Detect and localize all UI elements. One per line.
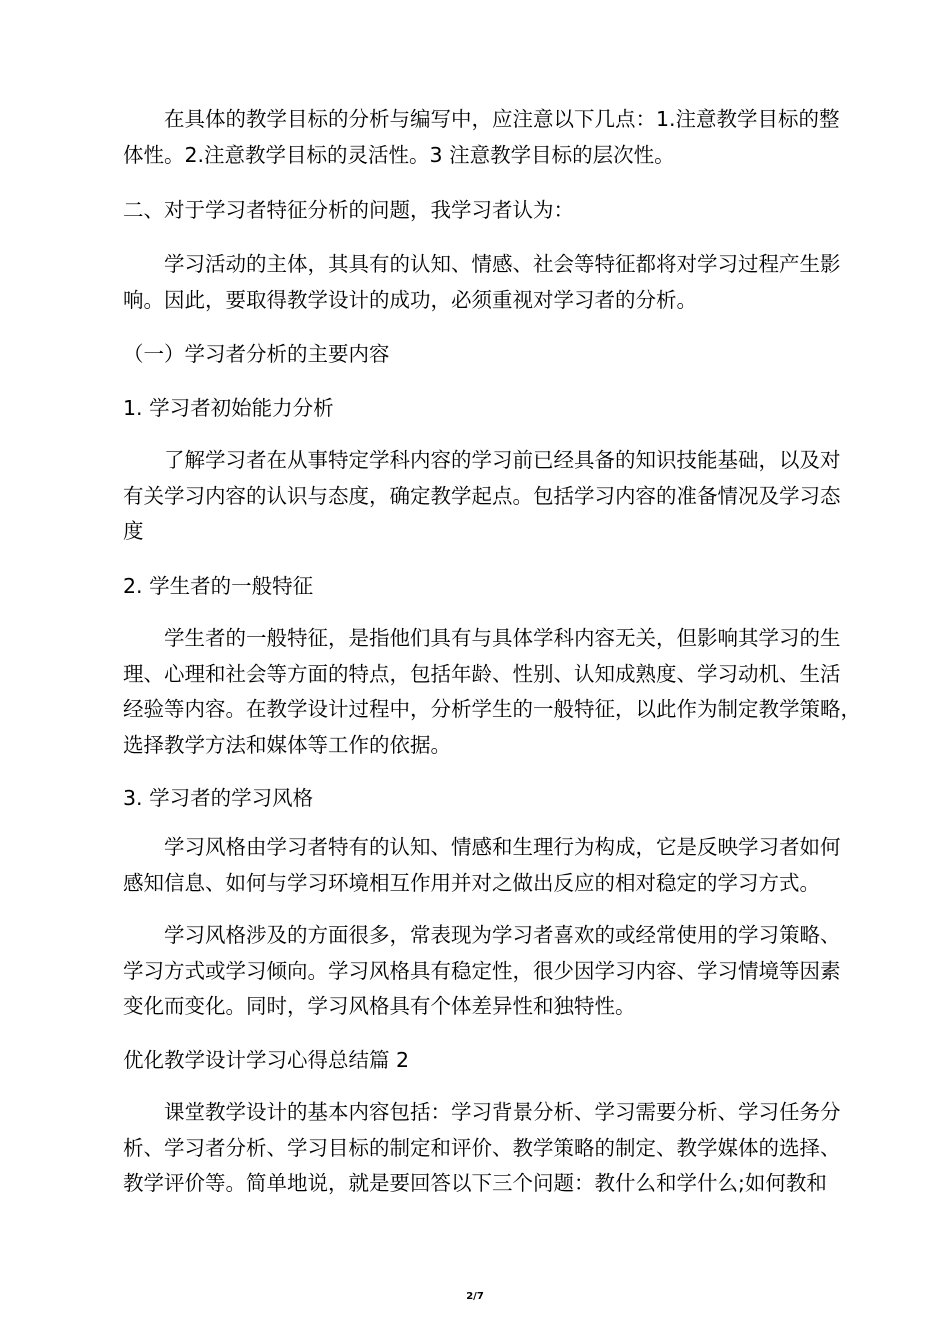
text-line: 度 xyxy=(123,519,144,543)
text-line: 在具体的教学目标的分析与编写中，应注意以下几点：1.注意教学目标的整 xyxy=(164,107,840,131)
text-line: 学习活动的主体，其具有的认知、情感、社会等特征都将对学习过程产生影 xyxy=(164,252,841,276)
text-line: 理、心理和社会等方面的特点，包括年龄、性别、认知成熟度、学习动机、生活 xyxy=(123,661,841,686)
paragraph-teaching-objectives xyxy=(82,102,877,173)
text-line: 课堂教学设计的基本内容包括：学习背景分析、学习需要分析、学习任务分 xyxy=(164,1100,841,1124)
section-heading-learner-features: 二、对于学习者特征分析的问题，我学习者认为： xyxy=(123,198,574,222)
paragraph-general-features xyxy=(82,621,877,763)
text-line: 响。因此，要取得教学设计的成功，必须重视对学习者的分析。 xyxy=(123,287,697,312)
paragraph-learning-subject xyxy=(82,247,877,318)
paragraph-initial-ability xyxy=(82,443,877,550)
item-heading-initial-ability: 1. 学习者初始能力分析 xyxy=(123,396,334,420)
text-line: 学生者的一般特征，是指他们具有与具体学科内容无关，但影响其学习的生 xyxy=(164,626,841,650)
text-line: 感知信息、如何与学习环境相互作用并对之做出反应的相对稳定的学习方式。 xyxy=(123,870,820,895)
text-line: 变化而变化。同时，学习风格具有个体差异性和独特性。 xyxy=(123,994,636,1018)
text-line: 了解学习者在从事特定学科内容的学习前已经具备的知识技能基础，以及对 xyxy=(164,448,841,472)
paragraph-learning-style-aspects xyxy=(82,918,877,1025)
text-line: 析、学习者分析、学习目标的制定和评价、教学策略的制定、教学媒体的选择、 xyxy=(123,1135,841,1160)
item-heading-learning-style: 3. 学习者的学习风格 xyxy=(123,786,314,810)
text-line: 经验等内容。在教学设计过程中，分析学生的一般特征，以此作为制定教学策略， xyxy=(123,697,861,721)
text-line: 学习方式或学习倾向。学习风格具有稳定性，很少因学习内容、学习情境等因素 xyxy=(123,958,841,983)
text-line: 体性。2.注意教学目标的灵活性。3 注意教学目标的层次性。 xyxy=(123,142,675,167)
text-line: 选择教学方法和媒体等工作的依据。 xyxy=(123,732,451,757)
text-line: 学习风格涉及的方面很多，常表现为学习者喜欢的或经常使用的学习策略、 xyxy=(164,923,841,947)
paragraph-classroom-design xyxy=(82,1095,877,1202)
subsection-heading-learner-analysis: （一）学习者分析的主要内容 xyxy=(123,342,390,366)
text-line: 学习风格由学习者特有的认知、情感和生理行为构成，它是反映学习者如何 xyxy=(164,835,841,859)
page-number: 2/7 xyxy=(466,1291,484,1302)
item-heading-general-features: 2. 学生者的一般特征 xyxy=(123,574,314,598)
text-line: 有关学习内容的认识与态度，确定教学起点。包括学习内容的准备情况及学习态 xyxy=(123,483,841,508)
article-subtitle: 优化教学设计学习心得总结篇 2 xyxy=(123,1048,410,1072)
text-line: 教学评价等。简单地说，就是要回答以下三个问题：教什么和学什么;如何教和 xyxy=(123,1171,827,1195)
paragraph-learning-style-definition xyxy=(82,830,877,901)
